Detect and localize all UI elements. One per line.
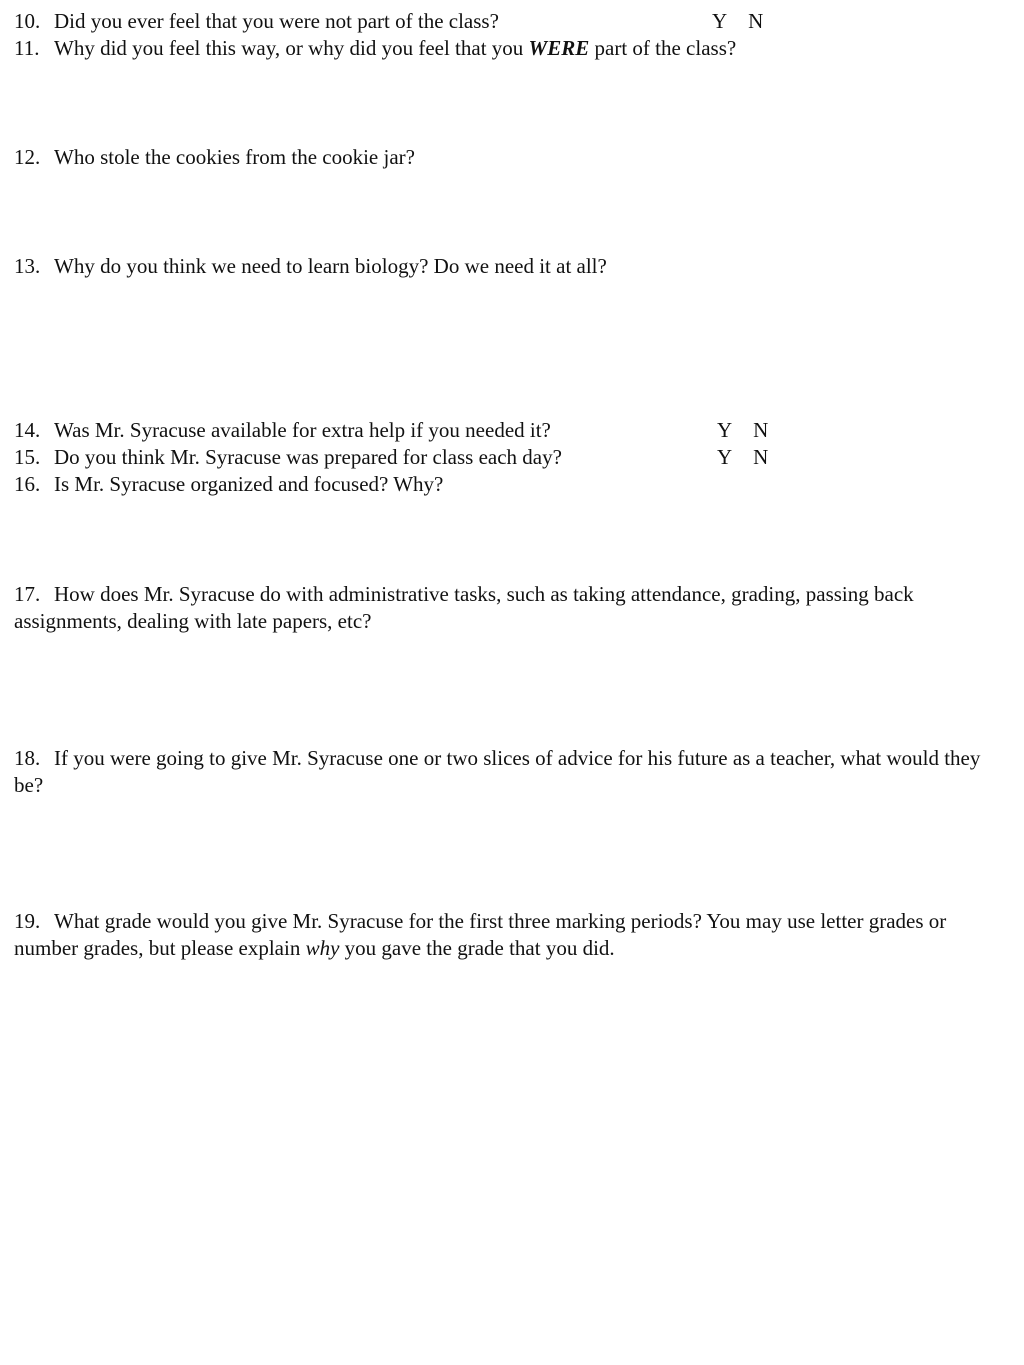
question-number: 15. (14, 445, 41, 469)
question-text: Do you think Mr. Syracuse was prepared for class each day? (54, 445, 562, 469)
question-10 (14, 8, 499, 35)
question-text: What grade would you give Mr. Syracuse for the first three marking periods? You may use letter grades or number grades, but please explain (14, 909, 947, 960)
no-option[interactable]: N (753, 418, 769, 442)
question-number: 11. (14, 36, 40, 60)
question-text: Who stole the cookies from the cookie jar? (54, 145, 415, 169)
no-option[interactable]: N (748, 9, 764, 33)
question-18 (14, 745, 1009, 799)
question-number: 17. (14, 582, 41, 606)
question-text-end: you gave the grade that you did. (339, 936, 615, 960)
question-number: 14. (14, 418, 41, 442)
question-text: Why did you feel this way, or why did you feel that you (54, 36, 529, 60)
question-text: Did you ever feel that you were not part of the class? (54, 9, 499, 33)
question-number: 18. (14, 746, 41, 770)
question-number: 16. (14, 472, 41, 496)
question-13 (14, 253, 607, 280)
question-11 (14, 35, 736, 62)
yes-option[interactable]: Y (717, 418, 733, 442)
question-number: 10. (14, 9, 41, 33)
question-text: Is Mr. Syracuse organized and focused? Why? (54, 472, 444, 496)
question-15 (14, 444, 562, 471)
question-text-end: part of the class? (589, 36, 737, 60)
question-19 (14, 908, 1009, 962)
question-number: 12. (14, 145, 41, 169)
yes-option[interactable]: Y (717, 445, 733, 469)
question-emphasis: why (305, 936, 340, 960)
question-17 (14, 581, 1009, 635)
question-text: If you were going to give Mr. Syracuse one or two slices of advice for his future as a teacher, what would they be? (14, 746, 981, 797)
yes-no-choice-15 (717, 444, 768, 471)
no-option[interactable]: N (753, 445, 769, 469)
question-text: Was Mr. Syracuse available for extra help if you needed it? (54, 418, 551, 442)
question-emphasis: WERE (528, 36, 590, 60)
question-text: Why do you think we need to learn biology? Do we need it at all? (54, 254, 607, 278)
question-14 (14, 417, 551, 444)
question-text: How does Mr. Syracuse do with administrative tasks, such as taking attendance, grading, passing back assignments, dealing with late papers, etc? (14, 582, 914, 633)
question-number: 13. (14, 254, 41, 278)
yes-no-choice-10 (712, 8, 763, 35)
question-12 (14, 144, 415, 171)
yes-option[interactable]: Y (712, 9, 728, 33)
question-number: 19. (14, 909, 41, 933)
yes-no-choice-14 (717, 417, 768, 444)
question-16 (14, 471, 443, 498)
